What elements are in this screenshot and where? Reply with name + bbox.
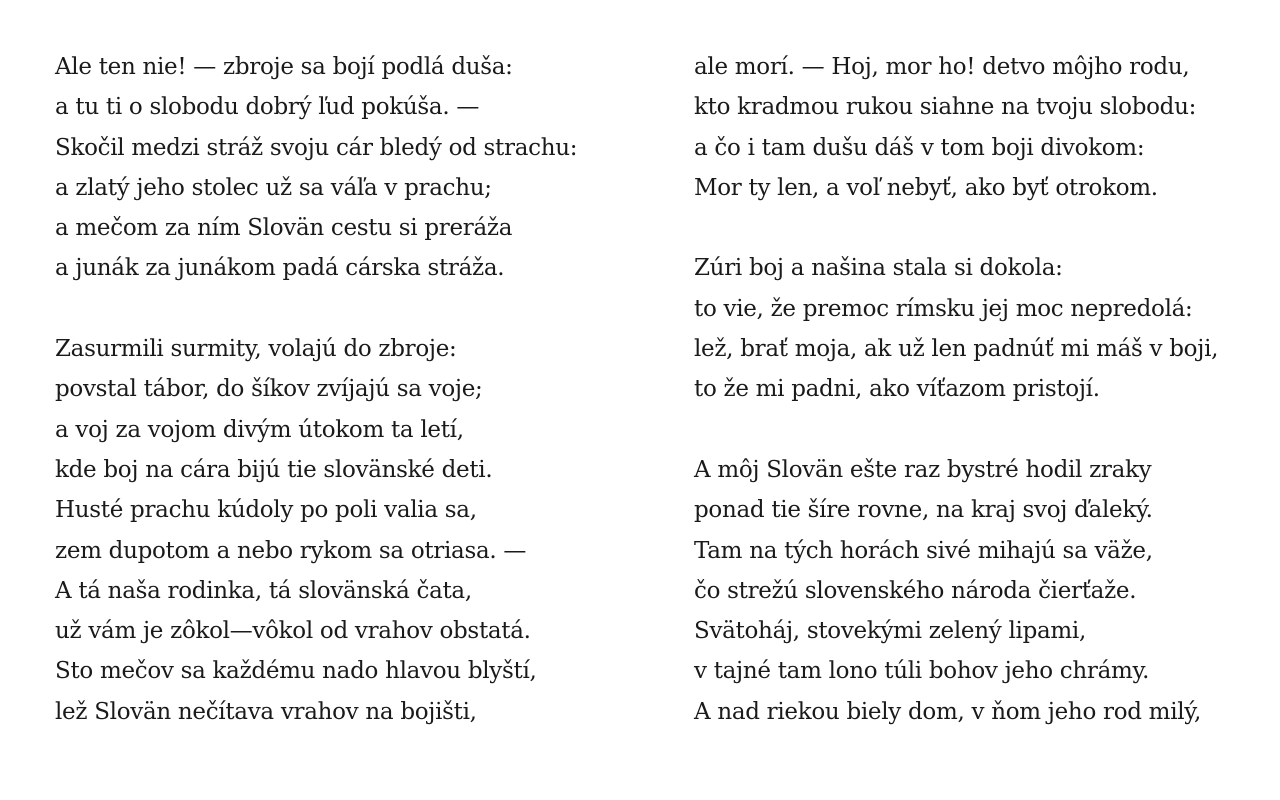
verse-line: Zúri boj a našina stala si dokola: bbox=[694, 255, 1063, 282]
verse-line: a tu ti o slobodu dobrý ľud pokúša. — bbox=[55, 94, 480, 121]
verse-line: zem dupotom a nebo rykom sa otriasa. — bbox=[55, 537, 527, 564]
stanza bbox=[694, 450, 1218, 732]
verse-line: A tá naša rodinka, tá slovänská čata, bbox=[55, 577, 472, 604]
verse-line: Skočil medzi stráž svoju cár bledý od strachu: bbox=[55, 134, 578, 161]
verse-line: Tam na tých horách sivé mihajú sa väže, bbox=[694, 537, 1153, 564]
verse-line: Sto mečov sa každému nado hlavou blyští, bbox=[55, 658, 537, 685]
verse-line: lež Slovän nečítava vrahov na bojišti, bbox=[55, 698, 477, 725]
verse-line: čo strežú slovenského národa čierťaže. bbox=[694, 577, 1137, 604]
verse-line: povstal tábor, do šíkov zvíjajú sa voje; bbox=[55, 376, 483, 403]
verse-line: ale morí. — Hoj, mor ho! detvo môjho rodu, bbox=[694, 54, 1190, 80]
verse-line: a voj za vojom divým útokom ta letí, bbox=[55, 416, 464, 443]
verse-line: kde boj na cára bijú tie slovänské deti. bbox=[55, 456, 493, 483]
verse-line: a zlatý jeho stolec už sa váľa v prachu; bbox=[55, 174, 492, 201]
verse-line: lež, brať moja, ak už len padnúť mi máš v boji, bbox=[694, 336, 1219, 363]
verse-line: kto kradmou rukou siahne na tvoju slobodu: bbox=[694, 94, 1197, 121]
verse-line: a mečom za ním Slovän cestu si preráža bbox=[55, 215, 513, 242]
stanza bbox=[694, 47, 1218, 208]
verse-line: v tajné tam lono túli bohov jeho chrámy. bbox=[694, 658, 1150, 685]
verse-line: Zasurmili surmity, volajú do zbroje: bbox=[55, 336, 457, 363]
right-column bbox=[694, 47, 1218, 732]
verse-line: Mor ty len, a voľ nebyť, ako byť otrokom. bbox=[694, 174, 1158, 201]
verse-line: Husté prachu kúdoly po poli valia sa, bbox=[55, 497, 477, 524]
stanza bbox=[55, 329, 577, 732]
verse-line: už vám je zôkol—vôkol od vrahov obstatá. bbox=[55, 618, 531, 645]
left-column bbox=[55, 47, 577, 732]
verse-line: A môj Slovän ešte raz bystré hodil zraky bbox=[694, 456, 1152, 483]
verse-line: a junák za junákom padá cárska stráža. bbox=[55, 255, 505, 282]
verse-line: ponad tie šíre rovne, na kraj svoj ďaleký. bbox=[694, 497, 1153, 524]
verse-line: Svätoháj, stovekými zelený lipami, bbox=[694, 618, 1086, 645]
verse-line: a čo i tam dušu dáš v tom boji divokom: bbox=[694, 134, 1145, 161]
stanza bbox=[694, 248, 1218, 409]
stanza bbox=[55, 47, 577, 289]
verse-line: to vie, že premoc rímsku jej moc nepredolá: bbox=[694, 295, 1193, 322]
verse-line: A nad riekou biely dom, v ňom jeho rod milý, bbox=[694, 698, 1201, 725]
verse-line: Ale ten nie! — zbroje sa bojí podlá duša: bbox=[55, 54, 513, 80]
verse-line: to že mi padni, ako víťazom pristojí. bbox=[694, 376, 1100, 403]
